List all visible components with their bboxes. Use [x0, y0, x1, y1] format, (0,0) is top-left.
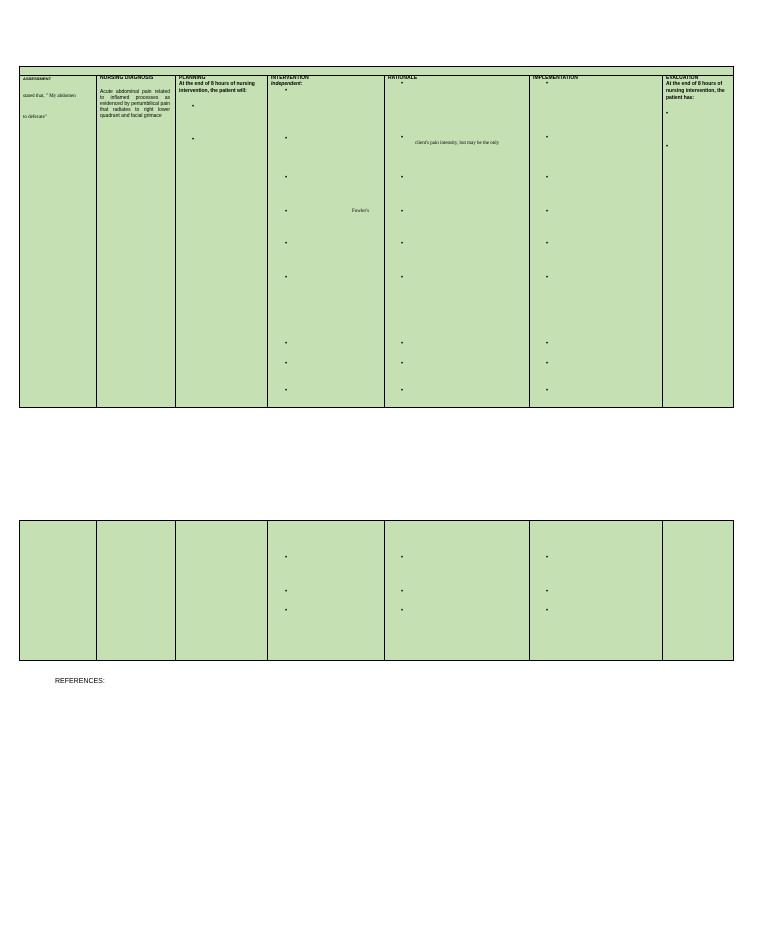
- intervention-bullet: •: [285, 136, 288, 142]
- implementation-column: [529, 75, 662, 407]
- rationale-fragment: client's pain intensity, but may be the only: [415, 141, 500, 146]
- care-plan-continuation-table: [19, 520, 734, 661]
- rationale-bullet: •: [401, 388, 404, 394]
- planning-column: [175, 521, 267, 660]
- evaluation-bullet: •: [666, 111, 669, 117]
- intervention-fragment: Fowler's: [352, 209, 370, 214]
- evaluation-column: [662, 75, 733, 407]
- implementation-header: IMPLEMENTATION: [533, 75, 578, 81]
- rationale-column: [384, 75, 529, 407]
- assessment-column: [20, 75, 96, 407]
- implementation-bullet: •: [546, 589, 549, 595]
- intervention-column: [267, 521, 384, 660]
- assessment-text-line2: to defecate": [23, 115, 47, 120]
- implementation-bullet: •: [546, 81, 549, 87]
- intervention-bullet: •: [285, 209, 288, 215]
- assessment-text-line1: stated that, " My abdomen: [23, 94, 76, 99]
- planning-intro: At the end of 8 hours of nursing intervention, the patient will:: [179, 81, 255, 94]
- rationale-bullet: •: [401, 175, 404, 181]
- implementation-bullet: •: [546, 555, 549, 561]
- implementation-column: [529, 521, 662, 660]
- intervention-column: [267, 75, 384, 407]
- planning-bullet: •: [192, 137, 195, 143]
- rationale-bullet: •: [401, 81, 404, 87]
- implementation-bullet: •: [546, 135, 549, 141]
- rationale-bullet: •: [401, 361, 404, 367]
- planning-bullet: •: [192, 104, 195, 110]
- evaluation-column: [662, 521, 733, 660]
- intervention-bullet: •: [285, 175, 288, 181]
- intervention-intro: Independent:: [271, 81, 303, 87]
- implementation-bullet: •: [546, 388, 549, 394]
- intervention-bullet: •: [285, 555, 288, 561]
- rationale-bullet: •: [401, 209, 404, 215]
- intervention-bullet: •: [285, 589, 288, 595]
- care-plan-table: [19, 66, 734, 408]
- implementation-bullet: •: [546, 175, 549, 181]
- nursing-diagnosis-column: [96, 75, 175, 407]
- implementation-bullet: •: [546, 275, 549, 281]
- intervention-bullet: •: [285, 341, 288, 347]
- rationale-bullet: •: [401, 135, 404, 141]
- intervention-bullet: •: [285, 388, 288, 394]
- intervention-bullet: •: [285, 275, 288, 281]
- implementation-bullet: •: [546, 361, 549, 367]
- planning-header: PLANNING: [179, 75, 206, 81]
- rationale-bullet: •: [401, 608, 404, 614]
- assessment-header: ASSESSMENT: [23, 76, 52, 81]
- evaluation-bullet: •: [666, 144, 669, 150]
- nursing-diagnosis-column: [96, 521, 175, 660]
- nursing-diagnosis-header: NURSING DIAGNOSIS: [100, 75, 154, 81]
- implementation-bullet: •: [546, 241, 549, 247]
- intervention-bullet: •: [285, 88, 288, 94]
- implementation-bullet: •: [546, 341, 549, 347]
- nursing-diagnosis-text: Acute abdominal pain related to inflamed processes as evidenced by periumbilical pain that radiates to right lower quadrant and facial grimace: [100, 89, 170, 119]
- planning-column: [175, 75, 267, 407]
- rationale-column: [384, 521, 529, 660]
- evaluation-intro: At the end of 8 hours of nursing intervention, the patient has:: [666, 81, 725, 101]
- intervention-header: INTERVENTION: [271, 75, 309, 81]
- rationale-bullet: •: [401, 555, 404, 561]
- intervention-bullet: •: [285, 608, 288, 614]
- references-label: REFERENCES:: [55, 678, 105, 685]
- implementation-bullet: •: [546, 209, 549, 215]
- implementation-bullet: •: [546, 608, 549, 614]
- evaluation-header: EVALUATION: [666, 75, 699, 81]
- rationale-bullet: •: [401, 275, 404, 281]
- rationale-bullet: •: [401, 241, 404, 247]
- rationale-bullet: •: [401, 341, 404, 347]
- intervention-bullet: •: [285, 241, 288, 247]
- assessment-column: [20, 521, 96, 660]
- rationale-header: RATIONALE: [388, 75, 418, 81]
- rationale-bullet: •: [401, 589, 404, 595]
- intervention-bullet: •: [285, 361, 288, 367]
